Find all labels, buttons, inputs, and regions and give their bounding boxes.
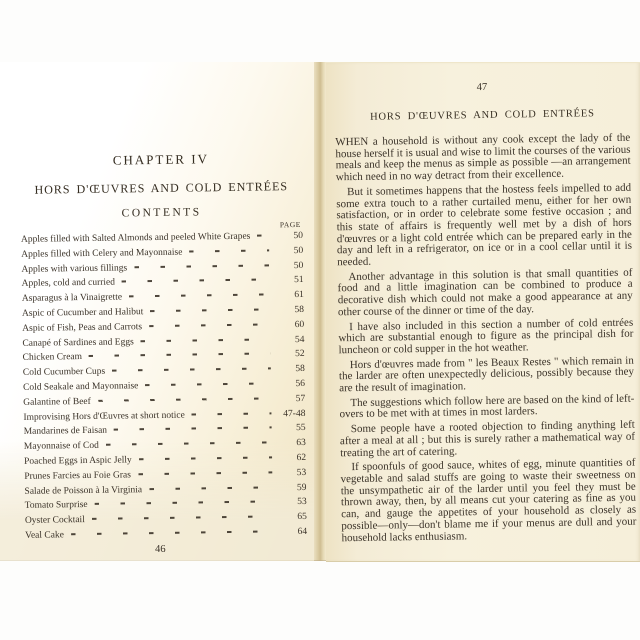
dash-leader-icon <box>98 397 271 401</box>
entry-page-number: 57 <box>295 393 306 404</box>
paragraph: I have also included in this section a number of cold entrées which are substantial enough to figure as the principal dish for luncheon or cold supper in the hot weather. <box>338 316 634 357</box>
contents-list <box>21 231 307 546</box>
paragraph: WHEN a household is without any cook except the lady of the house herself it is usual and wise to limit the courses of the various meals and keep the menus as simple as possible —an arrangement which need in no way detract from their excellence. <box>335 131 631 184</box>
dash-leader-icon <box>145 382 271 386</box>
chapter-heading: CHAPTER IV <box>112 151 210 168</box>
left-title-heading: HORS D'ŒUVRES AND COLD ENTRÉES <box>34 179 289 197</box>
entry-page-number: 62 <box>296 452 307 464</box>
entry-page-number: 52 <box>295 349 305 360</box>
right-page-content <box>322 61 640 564</box>
paragraph: Another advantage in this solution is that small quantities of food and a little imagination can be combined to produce a decorative dish which could not make a good appearance at any other course of the dinner or time of the day. <box>337 266 633 319</box>
entry-title: Canapé of Sardines and Eggs <box>22 336 134 349</box>
page-column-label: PAGE <box>279 219 301 230</box>
open-book <box>0 62 640 560</box>
entry-page-number: 50 <box>293 245 304 256</box>
dash-leader-icon <box>129 294 270 298</box>
dash-leader-icon <box>134 264 269 268</box>
entry-title: Apples, cold and curried <box>21 277 116 290</box>
entry-title: Galantine of Beef <box>23 396 91 408</box>
right-title-heading: HORS D'ŒUVRES AND COLD ENTRÉES <box>370 108 595 123</box>
entry-title: Improvising Hors d'Œuvres at short notice <box>23 410 185 423</box>
entry-page-number: 54 <box>294 334 305 345</box>
dash-leader-icon <box>149 486 272 490</box>
entry-page-number: 61 <box>294 290 304 301</box>
entry-page-number: 56 <box>295 378 306 390</box>
dash-leader-icon <box>141 338 271 342</box>
entry-title: Aspic of Cucumber and Halibut <box>21 307 144 319</box>
entry-title: Oyster Cocktail <box>24 515 85 527</box>
right-page <box>326 62 640 562</box>
dash-leader-icon <box>71 530 273 535</box>
entry-title: Prunes Farcies au Foie Gras <box>24 470 131 482</box>
entry-title: Veal Cake <box>25 530 64 541</box>
entry-page-number: 65 <box>297 512 307 523</box>
left-page-content <box>0 60 317 562</box>
dash-leader-icon <box>192 412 272 415</box>
entry-page-number: 50 <box>293 230 304 242</box>
body-text <box>335 133 636 545</box>
entry-page-number: 55 <box>296 423 306 434</box>
entry-title: Salade de Poisson à la Virginia <box>24 484 143 497</box>
entry-page-number: 58 <box>295 364 305 375</box>
entry-title: Asparagus à la Vinaigrette <box>21 292 123 305</box>
dash-leader-icon <box>139 456 272 460</box>
paragraph: But it sometimes happens that the hostess feels impelled to add some extra touch to a rather curtailed menu, either for her own satisfaction, or in order to celebrate some festive occasion ; and this state of affairs is frequently well met by a dish of hors d'œuvres or a light cold entrée which can be prepared early in the day and left in a refrigerator, on ice or in a cool cellar until it is needed. <box>336 181 633 269</box>
dash-leader-icon <box>92 516 273 521</box>
contents-heading: CONTENTS <box>121 206 202 220</box>
entry-title: Apples filled with Salted Almonds and peeled White Grapes <box>20 231 251 245</box>
paragraph: Hors d'œuvres made from " les Beaux Restes " which remain in the larder are often unexpectedly delicious, possibly because they are the result of imagination. <box>338 354 635 395</box>
entry-title: Cold Cucumber Cups <box>22 366 106 379</box>
entry-page-number: 63 <box>296 438 306 449</box>
dash-leader-icon <box>112 368 271 372</box>
dash-leader-icon <box>257 234 269 236</box>
entry-title: Apples filled with Celery and Mayonnaise <box>21 247 183 260</box>
dash-leader-icon <box>138 471 272 475</box>
entry-page-number: 59 <box>296 482 307 493</box>
entry-page-number: 53 <box>296 467 307 478</box>
entry-title: Mayonnaise of Cod <box>23 440 99 453</box>
entry-page-number: 58 <box>294 304 305 316</box>
entry-title: Mandarines de Faisan <box>23 426 108 438</box>
entry-page-number: 60 <box>294 319 305 330</box>
entry-title: Tomato Surprise <box>24 500 88 512</box>
dash-leader-icon <box>114 427 272 431</box>
entry-title: Cold Seakale and Mayonnaise <box>22 381 139 393</box>
dash-leader-icon <box>149 323 270 327</box>
entry-page-number: 47-48 <box>283 408 306 419</box>
dash-leader-icon <box>122 279 270 283</box>
entry-title: Chicken Cream <box>22 352 83 364</box>
entry-page-number: 51 <box>294 275 304 286</box>
left-page-number: 46 <box>155 543 166 556</box>
entry-page-number: 64 <box>297 526 308 537</box>
entry-title: Apples with various fillings <box>21 263 128 275</box>
dash-leader-icon <box>89 353 271 358</box>
dash-leader-icon <box>95 501 273 505</box>
dash-leader-icon <box>150 308 270 312</box>
paragraph: If spoonfuls of good sauce, whites of egg, minute quantities of vegetable and salad stuffs are going to waste their sweetness on the unsympathetic air of the larder until you feel they must be thrown away, then, by all means cut your catering as fine as you can, and gauge the appetites of your household as closely as possible—only—don't blame me if your menus are dull and your household lacks enthusiasm. <box>340 456 637 544</box>
dash-leader-icon <box>189 249 269 252</box>
entry-page-number: 50 <box>293 260 304 271</box>
entry-page-number: 53 <box>297 497 307 508</box>
paragraph: The suggestions which follow here are based on the kind of left-overs to be met with at times in most larders. <box>339 392 635 421</box>
entry-title: Poached Eggs in Aspic Jelly <box>24 455 132 467</box>
paragraph: Some people have a rooted objection to finding anything left after a meal at all ; but this is surely rather a mathematical way of treating the art of catering. <box>339 418 636 459</box>
left-page <box>0 62 314 561</box>
right-page-number: 47 <box>476 81 488 94</box>
entry-title: Aspic of Fish, Peas and Carrots <box>22 321 143 334</box>
dash-leader-icon <box>106 442 272 446</box>
